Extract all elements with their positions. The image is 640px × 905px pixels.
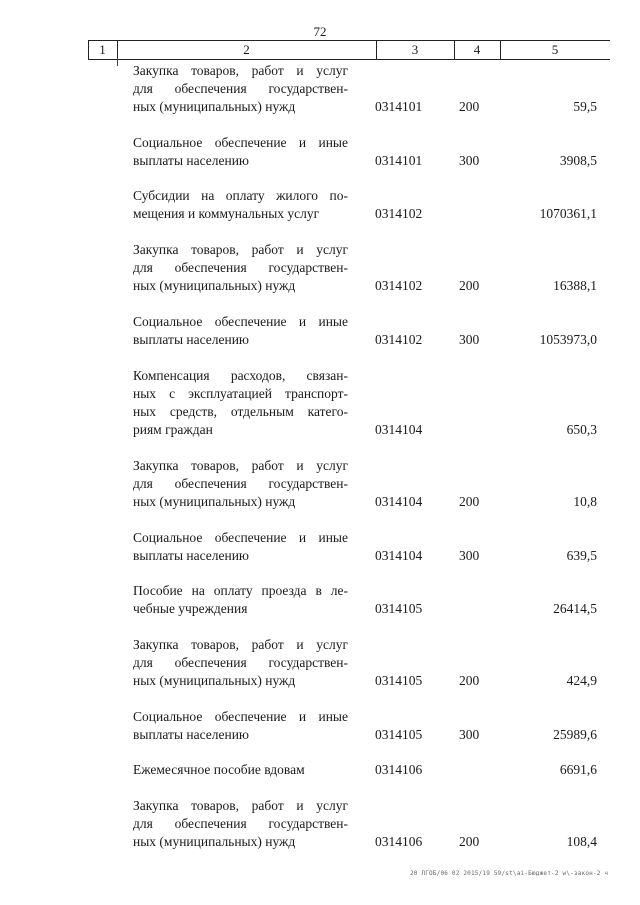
row-amount: 108,4: [566, 834, 597, 849]
description-line: ных (муниципальных) нужд: [133, 99, 296, 114]
row-code: 0314104: [375, 494, 423, 509]
description-line: ных с эксплуатацией транспорт-: [133, 386, 348, 401]
description-line: Закупка товаров, работ и услуг: [133, 637, 348, 652]
description-line: для обеспечения государствен-: [133, 476, 348, 491]
description-line: Социальное обеспечение и иные: [133, 709, 348, 724]
row-expense-type: 300: [459, 727, 480, 742]
row-amount: 639,5: [566, 548, 597, 563]
row-code: 0314102: [375, 332, 423, 347]
description-line: для обеспечения государствен-: [133, 655, 348, 670]
row-expense-type: 200: [459, 99, 480, 114]
row-description: [133, 187, 348, 223]
row-description: [133, 708, 348, 744]
header-col-2: 2: [243, 42, 250, 57]
row-amount: 59,5: [573, 99, 597, 114]
row-amount: 650,3: [566, 422, 597, 437]
row-amount: 3908,5: [559, 153, 597, 168]
row-code: 0314104: [375, 422, 423, 437]
description-line: ных (муниципальных) нужд: [133, 673, 296, 688]
description-line: Социальное обеспечение и иные: [133, 314, 348, 329]
row-code: 0314102: [375, 206, 423, 221]
row-code: 0314101: [375, 99, 423, 114]
description-line: выплаты населению: [133, 332, 250, 347]
row-description: [133, 636, 348, 690]
header-col-1: 1: [99, 42, 106, 57]
row-expense-type: 300: [459, 548, 480, 563]
header-col-5: 5: [551, 42, 559, 57]
description-line: для обеспечения государствен-: [133, 260, 348, 275]
row-expense-type: 200: [459, 494, 480, 509]
row-amount: 1053973,0: [539, 332, 597, 347]
row-expense-type: 200: [459, 673, 480, 688]
description-line: Закупка товаров, работ и услуг: [133, 798, 348, 813]
description-line: выплаты населению: [133, 548, 250, 563]
description-line: Закупка товаров, работ и услуг: [133, 63, 348, 78]
description-line: Ежемесячное пособие вдовам: [133, 762, 305, 777]
row-expense-type: 200: [459, 278, 480, 293]
description-line: ных (муниципальных) нужд: [133, 834, 296, 849]
header-col-3: 3: [411, 42, 419, 57]
row-description: [133, 313, 348, 349]
row-description: [133, 367, 348, 439]
description-line: ных средств, отдельным катего-: [133, 404, 348, 419]
description-line: Социальное обеспечение и иные: [133, 135, 348, 150]
row-code: 0314105: [375, 673, 423, 688]
row-amount: 6691,6: [559, 762, 597, 777]
row-description: [133, 62, 348, 116]
description-line: Социальное обеспечение и иные: [133, 530, 348, 545]
row-amount: 16388,1: [553, 278, 597, 293]
page-number: 72: [313, 24, 327, 39]
row-code: 0314106: [375, 762, 423, 777]
row-code: 0314101: [375, 153, 423, 168]
description-line: выплаты населению: [133, 153, 250, 168]
row-code: 0314104: [375, 548, 423, 563]
footer-stamp: 20 ЛГОБ/06 02 2015/19 59/st\ai-Бюджет-2 w\-закон-2 ч: [410, 870, 609, 877]
row-amount: 10,8: [573, 494, 597, 509]
row-code: 0314106: [375, 834, 423, 849]
description-line: выплаты населению: [133, 727, 250, 742]
row-description: [133, 797, 348, 851]
table-header: [88, 40, 610, 60]
row-description: [133, 761, 348, 779]
description-line: Закупка товаров, работ и услуг: [133, 458, 348, 473]
description-line: риям граждан: [133, 422, 213, 437]
description-line: ных (муниципальных) нужд: [133, 494, 296, 509]
description-line: Пособие на оплату проезда в ле-: [133, 583, 348, 598]
row-description: [133, 457, 348, 511]
row-expense-type: 300: [459, 153, 480, 168]
row-amount: 1070361,1: [539, 206, 597, 221]
row-description: [133, 241, 348, 295]
description-line: ных (муниципальных) нужд: [133, 278, 296, 293]
row-expense-type: 200: [459, 834, 480, 849]
row-amount: 424,9: [566, 673, 597, 688]
row-amount: 26414,5: [553, 601, 597, 616]
description-line: для обеспечения государствен-: [133, 816, 348, 831]
description-line: для обеспечения государствен-: [133, 81, 348, 96]
column-divider-stub: [117, 58, 118, 66]
description-line: чебные учреждения: [133, 601, 248, 616]
description-line: мещения и коммунальных услуг: [133, 206, 320, 221]
description-line: Закупка товаров, работ и услуг: [133, 242, 348, 257]
row-code: 0314105: [375, 727, 423, 742]
header-col-4: 4: [473, 42, 481, 57]
description-line: Компенсация расходов, связан-: [133, 368, 348, 383]
description-line: Субсидии на оплату жилого по-: [133, 188, 348, 203]
row-code: 0314105: [375, 601, 423, 616]
row-description: [133, 134, 348, 170]
row-code: 0314102: [375, 278, 423, 293]
row-description: [133, 582, 348, 618]
row-amount: 25989,6: [553, 727, 597, 742]
row-description: [133, 529, 348, 565]
row-expense-type: 300: [459, 332, 480, 347]
